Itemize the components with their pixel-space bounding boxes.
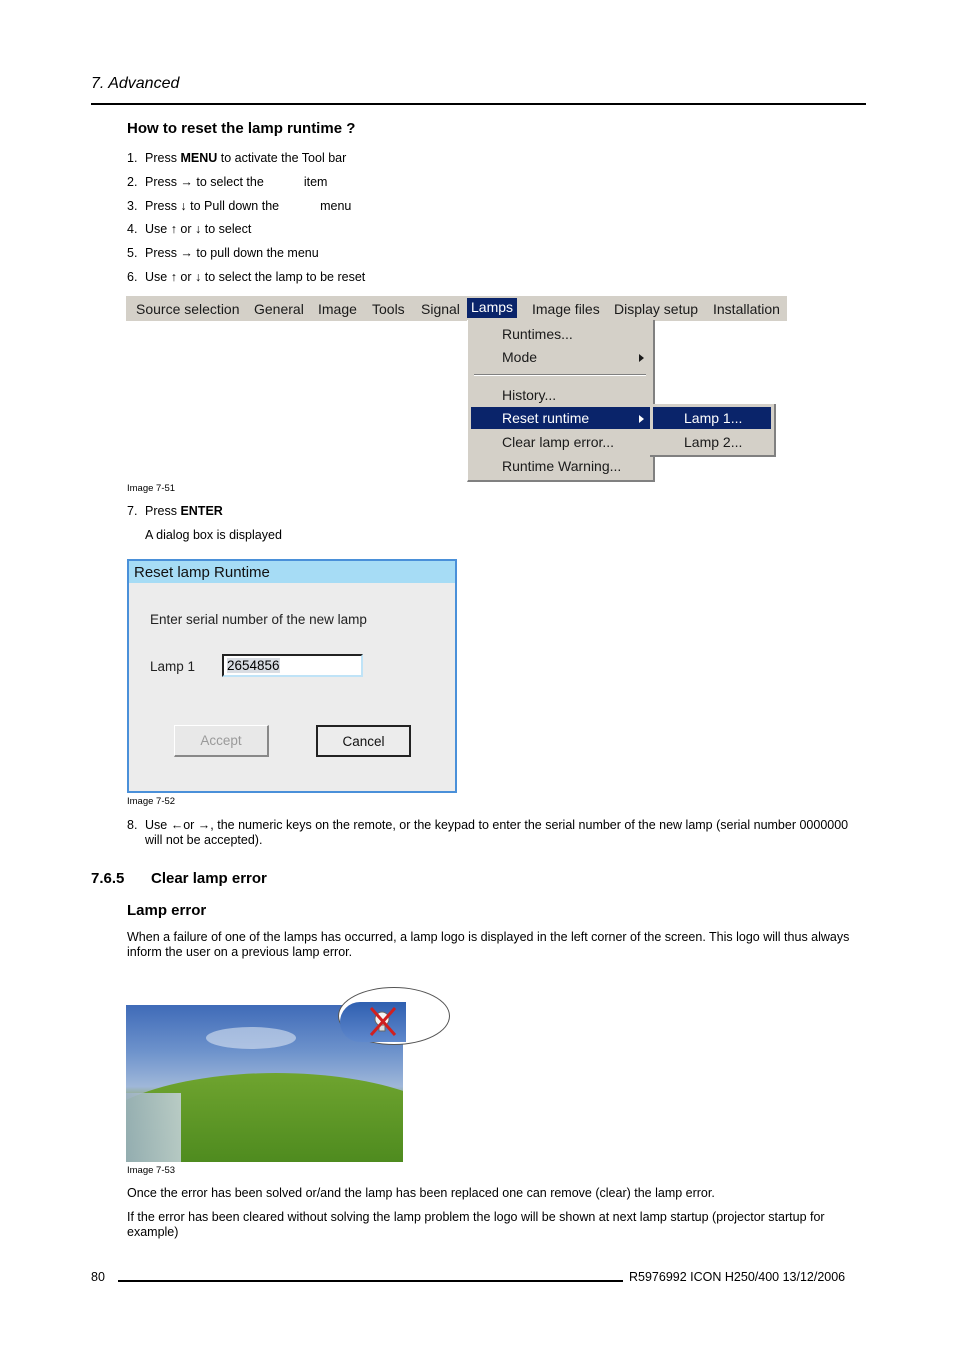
start-menu: [126, 1093, 181, 1162]
reset-steps-list: [127, 147, 365, 290]
list-item: 5. Press → to pull down the menu: [127, 246, 319, 261]
menu-source-selection[interactable]: Source selection: [136, 301, 240, 317]
menu-display-setup[interactable]: Display setup: [614, 301, 699, 317]
menu-signal[interactable]: Signal: [421, 301, 460, 317]
reset-lamp-dialog: [127, 559, 457, 793]
dialog-titlebar: [129, 561, 455, 583]
dialog-prompt: Enter serial number of the new lamp: [150, 612, 367, 627]
image-caption: Image 7-53: [127, 1165, 176, 1176]
field-label: Lamp 1: [150, 659, 196, 674]
list-item-continued: will not be accepted).: [145, 833, 263, 847]
header-rule: [91, 103, 866, 105]
list-item: 8. Use ←or →, the numeric keys on the remote, or the keypad to enter the serial number of the new lamp (serial number 0000000: [127, 818, 849, 832]
menu-tools[interactable]: Tools: [372, 301, 405, 317]
cancel-button[interactable]: Cancel: [316, 725, 411, 757]
menu-image[interactable]: Image: [318, 301, 357, 317]
subsection-heading: Lamp error: [127, 902, 207, 919]
submenu-item-lamp-1[interactable]: Lamp 1...: [684, 410, 743, 426]
cloud: [206, 1027, 296, 1049]
list-item: 6. Use ↑ or ↓ to select the lamp to be reset: [127, 269, 366, 284]
list-item: 4. Use ↑ or ↓ to select: [127, 222, 252, 237]
chapter-heading: 7. Advanced: [91, 75, 180, 92]
list-item: 7. Press ENTER: [127, 504, 223, 518]
submenu-item-lamp-2[interactable]: Lamp 2...: [684, 434, 743, 450]
paragraph: example): [127, 1225, 179, 1239]
reset-runtime-submenu: [650, 404, 776, 457]
dialog-title: Reset lamp Runtime: [134, 564, 270, 581]
footer-rule: [118, 1280, 623, 1282]
menu-separator: [474, 374, 646, 376]
menu-bar: [126, 296, 787, 321]
list-item: 1. Press MENU to activate the Tool bar: [127, 151, 347, 165]
document-id: R5976992 ICON H250/400 13/12/2006: [629, 1270, 846, 1284]
paragraph: If the error has been cleared without solving the lamp problem the logo will be shown at next lamp startup (projector startup for: [127, 1210, 825, 1224]
menu-item-reset-runtime[interactable]: Reset runtime: [502, 410, 590, 426]
list-item: 2. Press → to select the item: [127, 174, 328, 189]
image-caption: Image 7-52: [127, 796, 176, 807]
accept-button[interactable]: Accept: [174, 725, 269, 757]
submenu-arrow-icon: [639, 354, 644, 362]
section-title-reset: How to reset the lamp runtime ?: [127, 120, 356, 137]
serial-number-input[interactable]: 2654856: [222, 654, 363, 677]
page-number: 80: [91, 1270, 105, 1284]
image-caption: Image 7-51: [127, 483, 176, 494]
menu-item-clear-lamp-error[interactable]: Clear lamp error...: [502, 434, 615, 450]
paragraph: When a failure of one of the lamps has occurred, a lamp logo is displayed in the left corner of the screen. This logo will thus always: [127, 930, 850, 944]
menu-image-files[interactable]: Image files: [532, 301, 600, 317]
menu-item-runtime-warning[interactable]: Runtime Warning...: [502, 458, 622, 474]
menu-item-mode[interactable]: Mode: [502, 349, 538, 365]
list-item: 3. Press ↓ to Pull down the menu: [127, 198, 352, 213]
step-note: A dialog box is displayed: [145, 528, 282, 542]
callout-zoom: [340, 1002, 406, 1042]
section-heading: 7.6.5 Clear lamp error: [91, 870, 267, 887]
menu-general[interactable]: General: [254, 301, 304, 317]
menu-item-runtimes[interactable]: Runtimes...: [502, 326, 573, 342]
menu-lamps[interactable]: Lamps: [467, 298, 517, 318]
menu-item-history[interactable]: History...: [502, 387, 557, 403]
menu-installation[interactable]: Installation: [713, 301, 780, 317]
paragraph: Once the error has been solved or/and the lamp has been replaced one can remove (clear) the lamp error.: [127, 1186, 715, 1200]
submenu-arrow-icon: [639, 415, 644, 423]
paragraph: inform the user on a previous lamp error.: [127, 945, 353, 959]
lamp-error-icon: [340, 1002, 406, 1042]
lamps-dropdown: [467, 320, 655, 482]
